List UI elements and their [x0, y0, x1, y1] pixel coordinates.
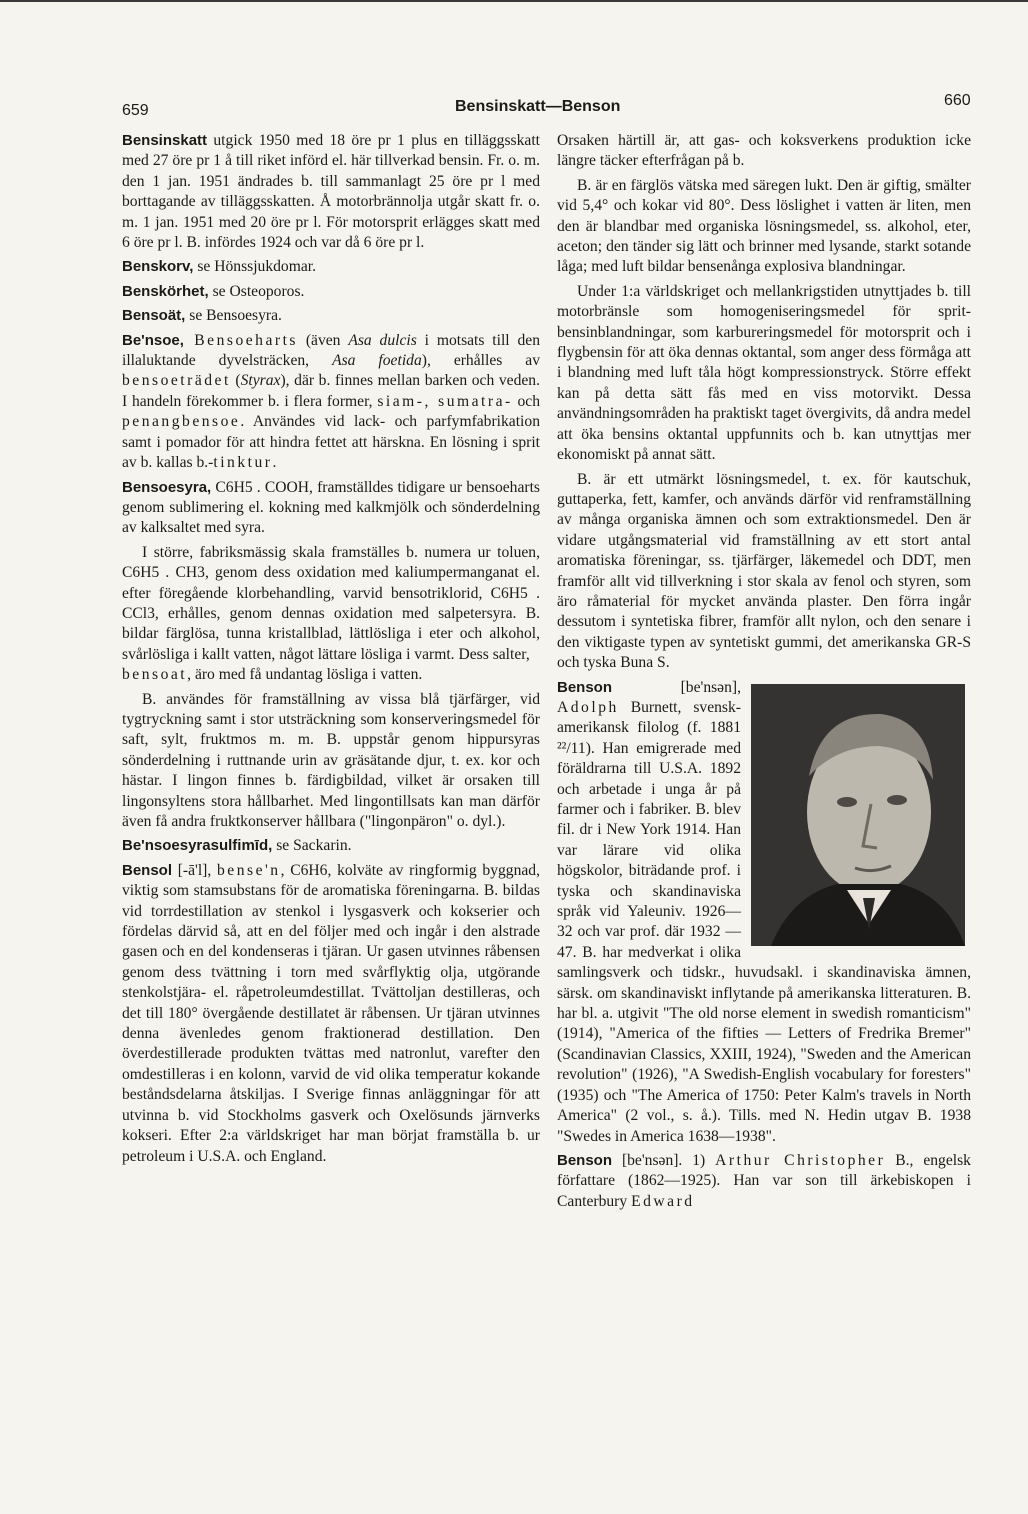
entry-text: se Sackarin.	[272, 837, 352, 855]
spaced-term: bense'n	[216, 861, 281, 879]
portrait-photo	[751, 684, 965, 946]
paragraph-bensoat-salts	[122, 665, 540, 685]
entry-bensoesyrasulfimid	[122, 836, 540, 856]
spaced-term: Bensoeharts	[183, 331, 298, 349]
headword: Be'nsoe,	[122, 331, 184, 349]
entry-text: se Hönssjukdomar.	[193, 258, 317, 276]
headword: Be'nsoesyrasulfimīd,	[122, 837, 273, 855]
italic-term: Styrax	[240, 372, 281, 390]
spaced-term: bensoeträdet	[122, 372, 231, 390]
page-number-left: 659	[122, 102, 149, 119]
spaced-term: Adolph	[557, 698, 619, 716]
headword: Bensoesyra,	[122, 478, 212, 496]
entry-text: i motsats till den illaluktande dyvelsträcken,	[122, 331, 540, 370]
paragraph-anvandning: B. användes för framställning av vissa blå tjärfärger, vid tygtryckning samt i stor utsträckning som konserveringsmedel för saft, sylt, fruktmos m. m. B. uppstår genom hippursyras sönderdelning i ruttnande urin av gräsätande djur, t. ex. kor och hästar. I lingon finnes b. färdigbildad, vilket är orsaken till lingonsyltens stora hållbarhet. Med lingontillsats kan man därför även få andra fruktkonserver hållbara ("lingonpäron" o. dyl.).	[122, 690, 540, 830]
entry-text: [-ā'l],	[172, 861, 217, 879]
entry-bensoat	[122, 306, 540, 326]
paragraph-varldskriget: Under 1:a världskriget och mellankrigstiden utnyttjades b. till motorbränsle som homogeniseringsmedel för sprit-bensinblandningar, som karbureringsmedel för motorsprit och i flygbensin för att öka dennas oktantal, som anger dess förmåga att i blandning med luft tåla högt kompressionstryck. Större effekt kan på detta sätt fås med en viss motorvikt. Dessa användningsområden ha praktiskt taget övergivits, då andra medel att öka bensins oktantal uppfunnits och b. kan utnyttjas mer ekonomiskt på annat sätt.	[557, 282, 971, 464]
headword: Bensinskatt	[122, 132, 208, 149]
entry-text: ), där b. finnes mellan barken och veden. I handeln förekommer b. i flera former,	[122, 372, 540, 410]
left-column	[122, 131, 540, 1171]
entry-bensol	[122, 861, 540, 1167]
headword: Bensol	[122, 861, 173, 879]
headword: Benskorv,	[122, 258, 194, 276]
entry-text: . Användes vid lack- och parfymfabrikation samt i pomador för att hindra fettet att härskna. En lösning i sprit av b. kallas b.-	[122, 413, 540, 472]
page-number-right: 660	[944, 92, 971, 109]
portrait-figure	[751, 684, 971, 956]
entry-bensoe	[122, 331, 540, 474]
paragraph-egenskaper: B. är en färglös vätska med säregen lukt. Den är giftig, smälter vid 5,4° och kokar vid 80°. Dess löslighet i vatten är liten, men den är blandbar med organiska lösningsmedel, ss. alkohol, eter, aceton; den tänder sig lätt och brinner med lysande, starkt sotande låga; med luft bildar bensenånga explosiva blandningar.	[557, 176, 971, 276]
entry-text: .	[272, 454, 277, 472]
entry-text: , C6H6, kolväte av ringformig byggnad, viktig som stamsubstans för de aromatiska föreningarna. B. bildas vid torrdestillation av stenkol i lysgasverk och kokserier och fördelas därvid så, att en del följer med och ingår i den alstrade gasen och en del kondenseras i tjäran. Ur gasen utvinnes råbensen genom dess tvättning i torn med svårflyktig olja, utgörande stenkolstjära- el. råpetroleumdestillat. Tvättoljan destilleras, och det till 180° övergående destillatet är råbensen. Ur tjäran utvinnes denna ävenledes genom fraktionerad destillation. Den överdestillerade produkten tvättas med natronlut, varefter den omdestilleras i en kolonn, varvid de vid olika temperatur kokande beståndsdelarna åtskiljas. I Sverige finnas anläggningar för att utvinna b. vid Stockholms gasverk och Oxelösunds järnverks kokseri. Efter 2:a världskriget har man börjat framställa b. ur petroleum i U.S.A. och England.	[122, 861, 540, 1165]
italic-term: Asa foetida	[332, 352, 422, 370]
entry-text: [be'nsən],	[612, 678, 741, 696]
spaced-term: bensoat	[122, 666, 188, 684]
entry-text: Burnett, svensk-amerikansk filolog (f. 1881 ²²/11). Han emigrerade med föräldrarna till U.S.A. 1892 och arbetade i unga år på farmer och i fabriker. B. blev fil. dr i New York 1914. Han var lärare vid olika högskolor, biträdande prof. i tyska och skandinaviska språk vid Yaleuniv. 1926—32 och var prof. där 1932 —47. B. har medverkat i olika samlingsverk och tidskr., huvudsakl. i skandinaviska ämnen, särsk. om skandinaviskt inflytande på amerikanska litteraturen. B. har bl. a. utgivit "The old norse element in swedish romanticism" (1914), "America of the fifties — Letters of Fredrika Bremer" (Scandinavian Classics, XXIII, 1924), "Sweden and the American revolution" (1926), "A Swedish-English vocabulary for foresters" (1935) och "The America of 1750: Peter Kalm's travels in North America" (2 vol., s. å.). Tills. med N. Hedin utgav B. 1938 "Swedes in America 1638—1938".	[557, 698, 971, 1145]
entry-text: se Osteoporos.	[208, 282, 305, 300]
headword: Benson	[557, 1151, 613, 1169]
right-column	[557, 131, 971, 1216]
entry-text: B., engelsk författare (1862—1925). Han var son till ärkebiskopen i Canterbury	[557, 1151, 971, 1210]
entry-text: utgick 1950 med 18 öre pr 1 plus en tilläggsskatt med 27 öre pr 1 å till riket införd el. här tillverkad bensin. Fr. o. m. den 1 jan. 1951 ändrades b. till sammanlagt 25 öre pr l med borttagande av tilläggsskatten. Å motorbrännolja utgår skatt fr. o. m. 1 jan. 1951 med 20 öre pr l. För motorsprit erlägges skatt med 6 öre pr l. B. infördes 1924 och var då 6 öre pr l.	[122, 132, 540, 252]
italic-term: Asa dulcis	[348, 331, 417, 349]
entry-benson-arthur	[557, 1151, 971, 1212]
headword: Benskörhet,	[122, 282, 209, 300]
spaced-term: penangbensoe	[122, 413, 241, 431]
portrait-illustration	[751, 684, 965, 946]
entry-text: [be'nsən]. 1)	[612, 1151, 716, 1169]
paragraph-losningsmedel: B. är ett utmärkt lösningsmedel, t. ex. för kautschuk, guttaperka, fett, kamfer, och används därför vid renframställning av många organiska ämnen och som extraktionsmedel. Den är vidare utgångsmaterial vid framställning av ett stort antal aromatiska föreningar, ss. tjärfärger, läkemedel och DDT, men framför allt vid tillverkning i stor skala av fenol och styren, som äro råmaterial för mycket använda plaster. Den förra ingår dessutom i syntetiska fibrer, framför allt nylon, och den senare i den viktigaste typen av syntetiskt gummi, det amerikanska GR-S och tyska Buna S.	[557, 470, 971, 672]
entry-benson-adolph	[557, 678, 971, 1147]
entry-text: (även	[297, 331, 349, 349]
entry-bensoesyra	[122, 478, 540, 539]
paragraph-orsaken: Orsaken härtill är, att gas- och koksverkens produktion icke längre täcker efterfrågan på b.	[557, 132, 971, 170]
entry-bensinskatt	[122, 131, 540, 253]
entry-text: se Bensoesyra.	[185, 307, 282, 325]
spaced-term: Edward	[631, 1192, 695, 1210]
entry-text: och	[512, 392, 540, 410]
paragraph-storre-skala: I större, fabriksmässig skala framställes b. numera ur toluen, C6H5 . CH3, genom dess oxidation med kaliumpermanganat el. efter föregående klorbehandling, varvid bensotriklorid, C6H5 . CCl3, erhålles, genom dennas oxidation med salpetersyra. B. bildar färglösa, tunna kristallblad, lättlösliga i eter och alkohol, svårlösliga i kallt vatten, något lättare lösliga i varmt. Dess salter,	[122, 543, 540, 663]
entry-text: (	[230, 372, 241, 390]
spaced-term: tinktur	[213, 454, 273, 472]
running-title: Bensinskatt—Benson	[455, 98, 621, 115]
spaced-term: siam-, sumatra-	[377, 392, 513, 410]
headword: Bensoät,	[122, 307, 186, 325]
page-header	[0, 92, 1028, 122]
top-rule	[0, 0, 1028, 2]
entry-benskorv	[122, 257, 540, 277]
spaced-term: Arthur Christopher	[715, 1151, 886, 1169]
entry-benskorhet	[122, 282, 540, 302]
headword: Benson	[557, 678, 613, 696]
entry-text: C6H5 . COOH, framställdes tidigare ur bensoeharts genom sublimering el. kokning med kalkmjölk och sönderdelning av kalksaltet med syra.	[122, 478, 540, 537]
entry-text: ), erhålles av	[421, 352, 540, 370]
entry-text: , äro med få undantag lösliga i vatten.	[187, 666, 423, 684]
